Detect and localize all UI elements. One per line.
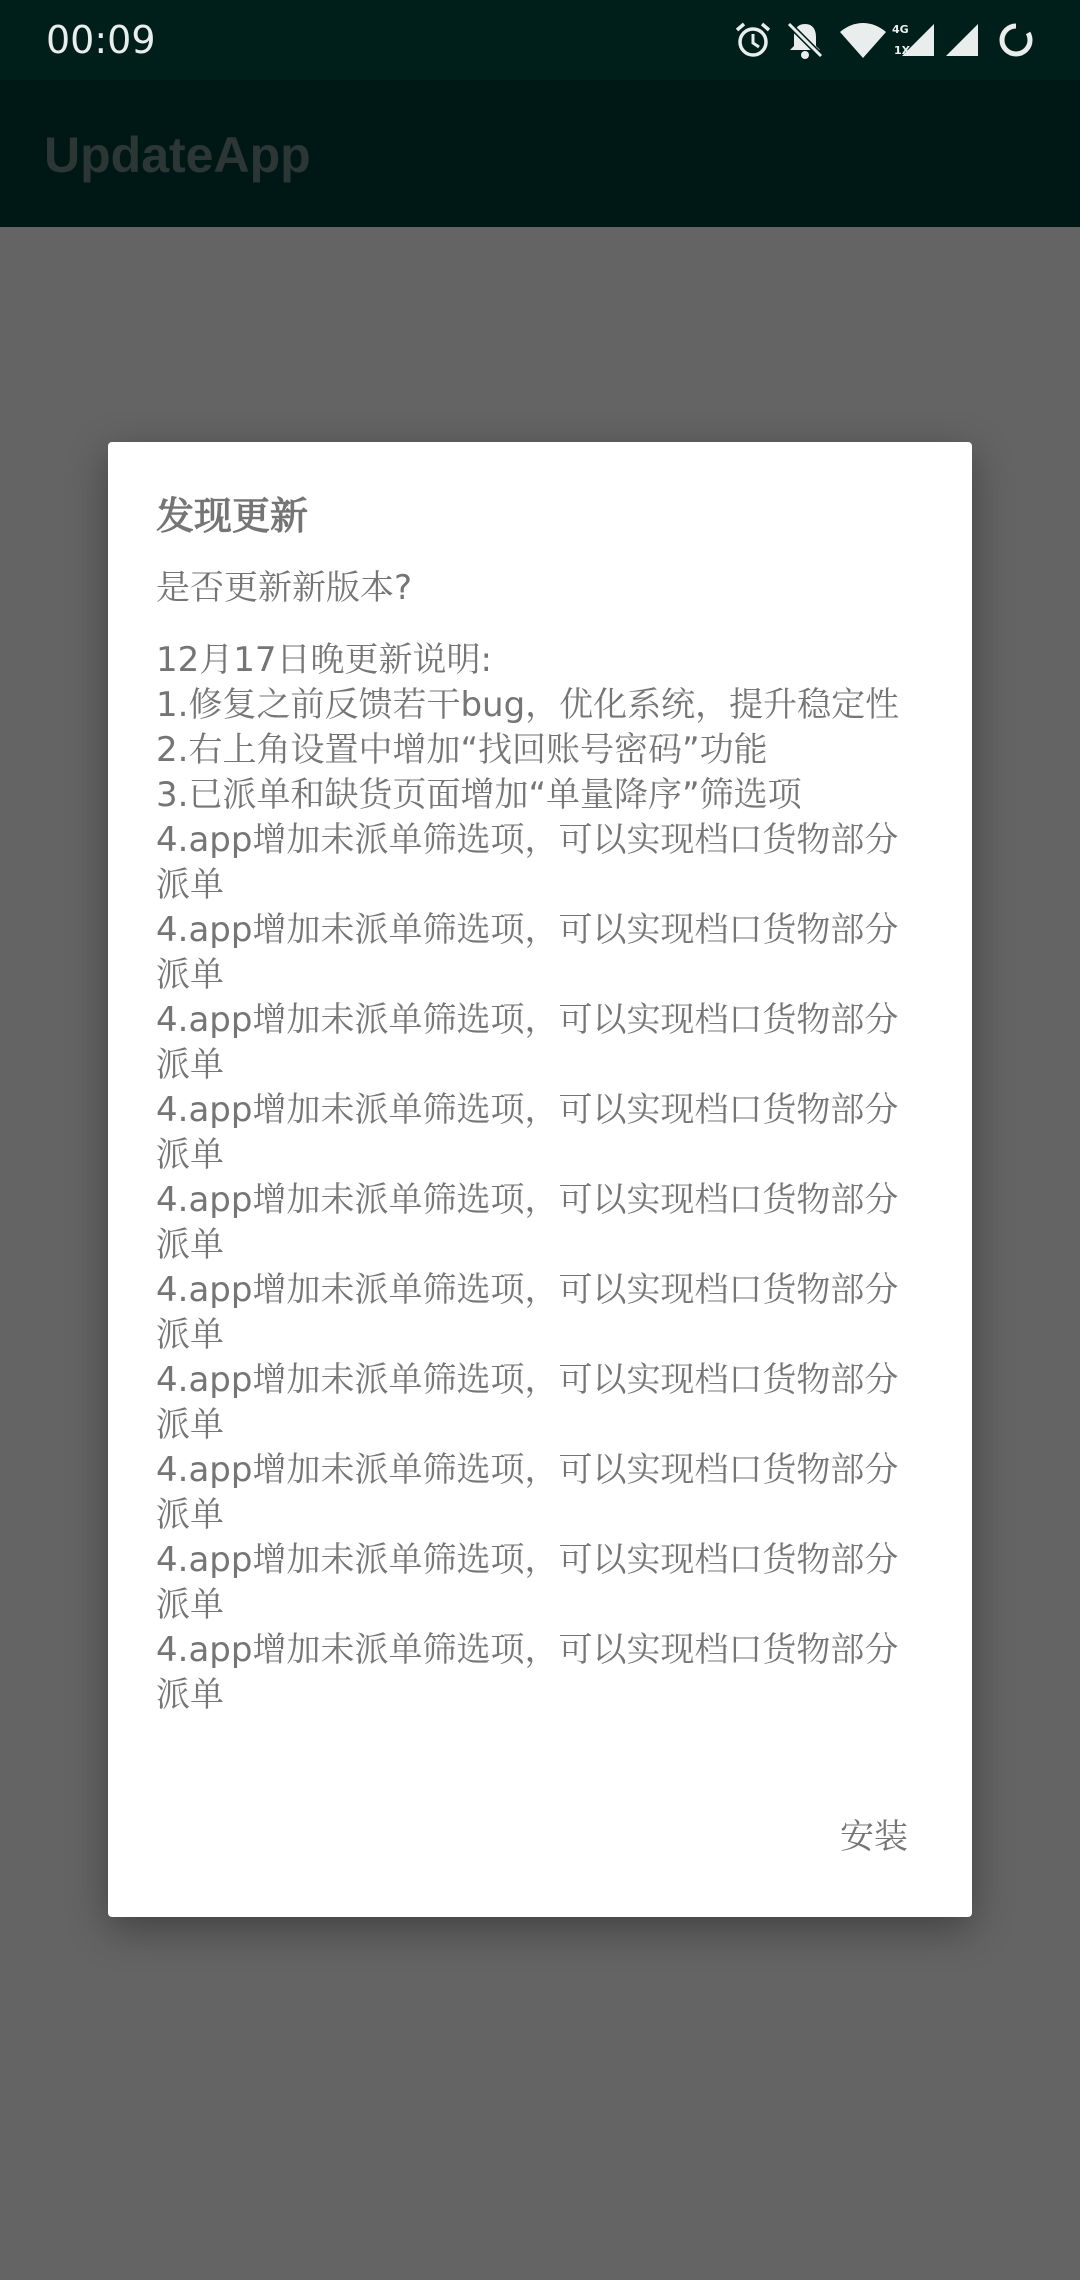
network-sub-label: 1X [894, 44, 911, 57]
note-line: 4.app增加未派单筛选项，可以实现档口货物部分派单 [156, 910, 899, 995]
signal-icon [942, 18, 980, 62]
status-time: 00:09 [46, 18, 156, 62]
dialog-message: 是否更新新版本? [156, 568, 413, 608]
update-notes-scroll[interactable] [156, 638, 932, 1715]
note-line: 4.app增加未派单筛选项，可以实现档口货物部分派单 [156, 1450, 899, 1535]
note-line: 2.右上角设置中增加“找回账号密码”功能 [156, 730, 768, 770]
note-line: 4.app增加未派单筛选项，可以实现档口货物部分派单 [156, 1270, 899, 1355]
note-line: 4.app增加未派单筛选项，可以实现档口货物部分派单 [156, 1090, 899, 1175]
update-notes-list [156, 638, 932, 1718]
note-line: 12月17日晚更新说明: [156, 640, 492, 680]
battery-ring-icon [994, 18, 1038, 62]
note-line: 4.app增加未派单筛选项，可以实现档口货物部分派单 [156, 1360, 899, 1445]
alarm-icon [733, 18, 773, 62]
note-line: 4.app增加未派单筛选项，可以实现档口货物部分派单 [156, 820, 899, 905]
note-line: 4.app增加未派单筛选项，可以实现档口货物部分派单 [156, 1630, 899, 1715]
install-button[interactable]: 安装 [824, 1802, 924, 1872]
network-type-label: 4G [892, 23, 909, 36]
note-line: 4.app增加未派单筛选项，可以实现档口货物部分派单 [156, 1000, 899, 1085]
note-line: 4.app增加未派单筛选项，可以实现档口货物部分派单 [156, 1180, 899, 1265]
dialog-title: 发现更新 [156, 494, 309, 538]
note-line: 3.已派单和缺货页面增加“单量降序”筛选项 [156, 775, 802, 815]
bell-off-icon [783, 18, 827, 62]
note-line: 1.修复之前反馈若干bug，优化系统，提升稳定性 [156, 685, 900, 725]
update-dialog [108, 442, 972, 1917]
wifi-icon [838, 18, 888, 62]
note-line: 4.app增加未派单筛选项，可以实现档口货物部分派单 [156, 1540, 899, 1625]
status-bar [0, 0, 1080, 80]
